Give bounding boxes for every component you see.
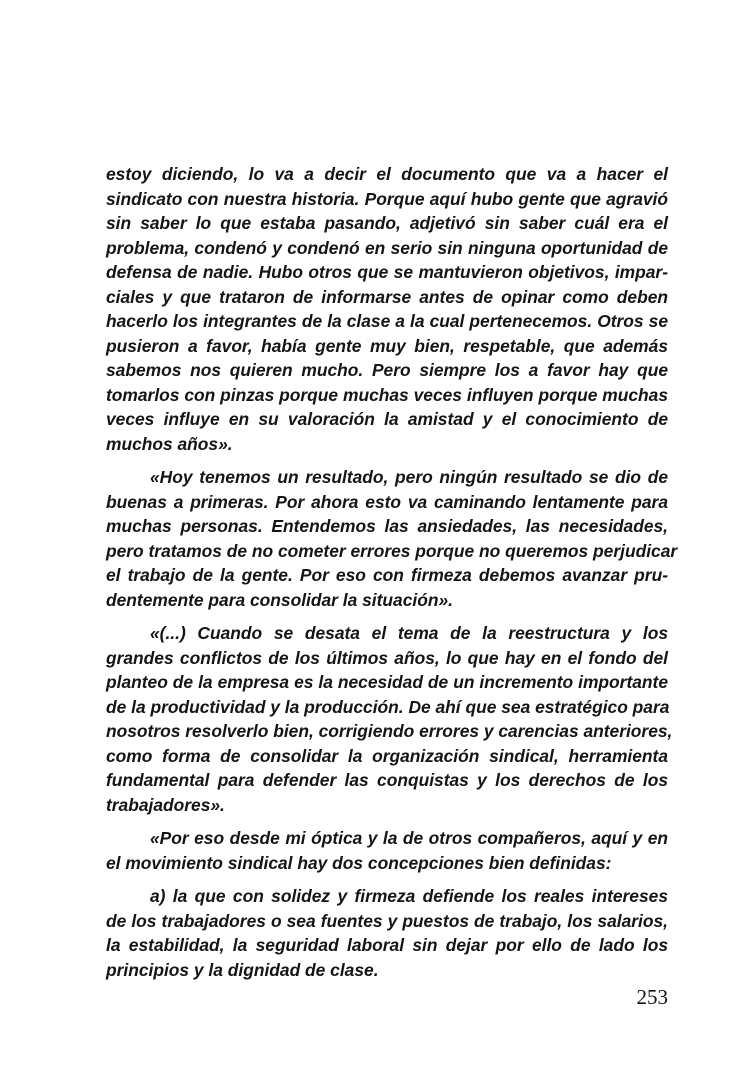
- text-line: nosotros resolverlo bien, corrigiendo errores y carencias anteriores,: [106, 721, 673, 741]
- text-line: sabemos nos quieren mucho. Pero siempre los a favor hay que: [106, 360, 668, 380]
- text-line: «(...) Cuando se desata el tema de la reestructura y los: [150, 623, 668, 643]
- text-line: de los trabajadores o sea fuentes y puestos de trabajo, los salarios,: [106, 910, 668, 931]
- text-line: trabajadores».: [106, 794, 225, 815]
- text-line: «Hoy tenemos un resultado, pero ningún resultado se dio de: [150, 467, 668, 487]
- text-line: a) la que con solidez y firmeza defiende los reales intereses: [150, 886, 668, 906]
- paragraph: [106, 465, 678, 612]
- text-line: muchas personas. Entendemos las ansiedades, las necesidades,: [106, 516, 668, 536]
- text-line: buenas a primeras. Por ahora esto va caminando lentamente para: [106, 491, 668, 512]
- text-line: dentemente para consolidar la situación».: [106, 589, 453, 610]
- paragraph: [106, 621, 673, 817]
- text-line: de la productividad y la producción. De ahí que sea estratégico para: [106, 696, 670, 717]
- paragraph: [106, 884, 668, 982]
- text-line: fundamental para defender las conquistas y los derechos de los: [106, 770, 668, 790]
- text-line: ciales y que trataron de informarse antes de opinar como deben: [106, 286, 668, 307]
- text-line: planteo de la empresa es la necesidad de un incremento importante: [106, 672, 668, 692]
- text-line: veces influye en su valoración la amistad y el conocimiento de: [106, 409, 668, 429]
- text-line: «Por eso desde mi óptica y la de otros compañeros, aquí y en: [150, 828, 668, 848]
- body-text: [106, 162, 678, 991]
- text-line: problema, condenó y condenó en serio sin ninguna oportunidad de: [106, 237, 668, 258]
- text-line: pusieron a favor, había gente muy bien, respetable, que además: [106, 335, 668, 356]
- text-line: principios y la dignidad de clase.: [106, 959, 379, 980]
- text-line: el trabajo de la gente. Por eso con firmeza debemos avanzar pru-: [106, 565, 668, 585]
- paragraph: [106, 162, 668, 456]
- text-line: sin saber lo que estaba pasando, adjetivó sin saber cuál era el: [106, 213, 668, 233]
- text-line: hacerlo los integrantes de la clase a la cual pertenecemos. Otros se: [106, 311, 668, 331]
- text-line: como forma de consolidar la organización sindical, herramienta: [106, 745, 668, 766]
- text-line: estoy diciendo, lo va a decir el documento que va a hacer el: [106, 164, 668, 184]
- text-line: muchos años».: [106, 433, 233, 454]
- paragraph: [106, 826, 668, 875]
- text-line: pero tratamos de no cometer errores porque no queremos perjudicar: [106, 540, 678, 561]
- text-line: el movimiento sindical hay dos concepciones bien definidas:: [106, 852, 612, 873]
- text-line: defensa de nadie. Hubo otros que se mantuvieron objetivos, impar-: [106, 262, 668, 282]
- text-line: sindicato con nuestra historia. Porque aquí hubo gente que agravió: [106, 188, 668, 209]
- text-line: tomarlos con pinzas porque muchas veces influyen porque muchas: [106, 384, 668, 405]
- page-number: 253: [636, 985, 668, 1009]
- text-line: la estabilidad, la seguridad laboral sin dejar por ello de lado los: [106, 935, 668, 955]
- text-line: grandes conflictos de los últimos años, lo que hay en el fondo del: [106, 647, 668, 668]
